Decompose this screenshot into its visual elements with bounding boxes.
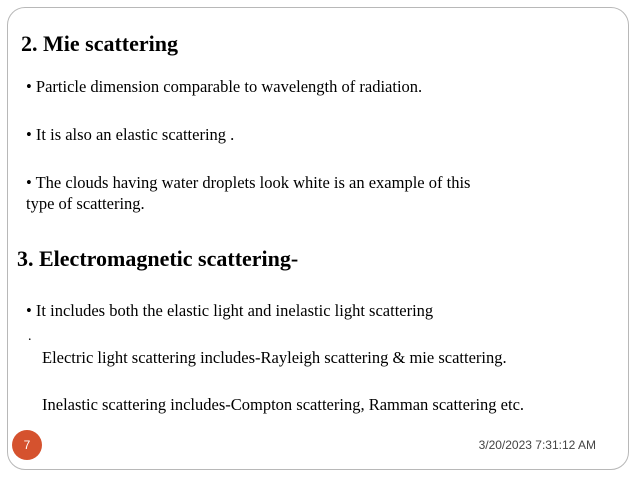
slide-timestamp: 3/20/2023 7:31:12 AM [478, 438, 596, 452]
bullet-clouds-example [26, 172, 470, 214]
bullet-particle-dimension: • Particle dimension comparable to wavelength of radiation. [26, 77, 423, 96]
bullet-elastic-scattering: • It is also an elastic scattering . [26, 125, 235, 144]
bullet-elastic-inelastic: • It includes both the elastic light and inelastic light scattering [26, 301, 434, 320]
section-heading-mie: 2. Mie scattering [21, 31, 178, 56]
line-electric-scattering: Electric light scattering includes-Rayleigh scattering & mie scattering. [42, 348, 507, 367]
bullet-clouds-line-1: • The clouds having water droplets look white is an example of this [26, 173, 471, 192]
page-number-badge: 7 [12, 430, 42, 460]
section-heading-electromagnetic: 3. Electromagnetic scattering- [17, 246, 299, 271]
line-inelastic-scattering: Inelastic scattering includes-Compton scattering, Ramman scattering etc. [42, 395, 525, 414]
bullet-stray-period: . [28, 329, 32, 344]
bullet-clouds-line-2: type of scattering. [26, 194, 145, 213]
